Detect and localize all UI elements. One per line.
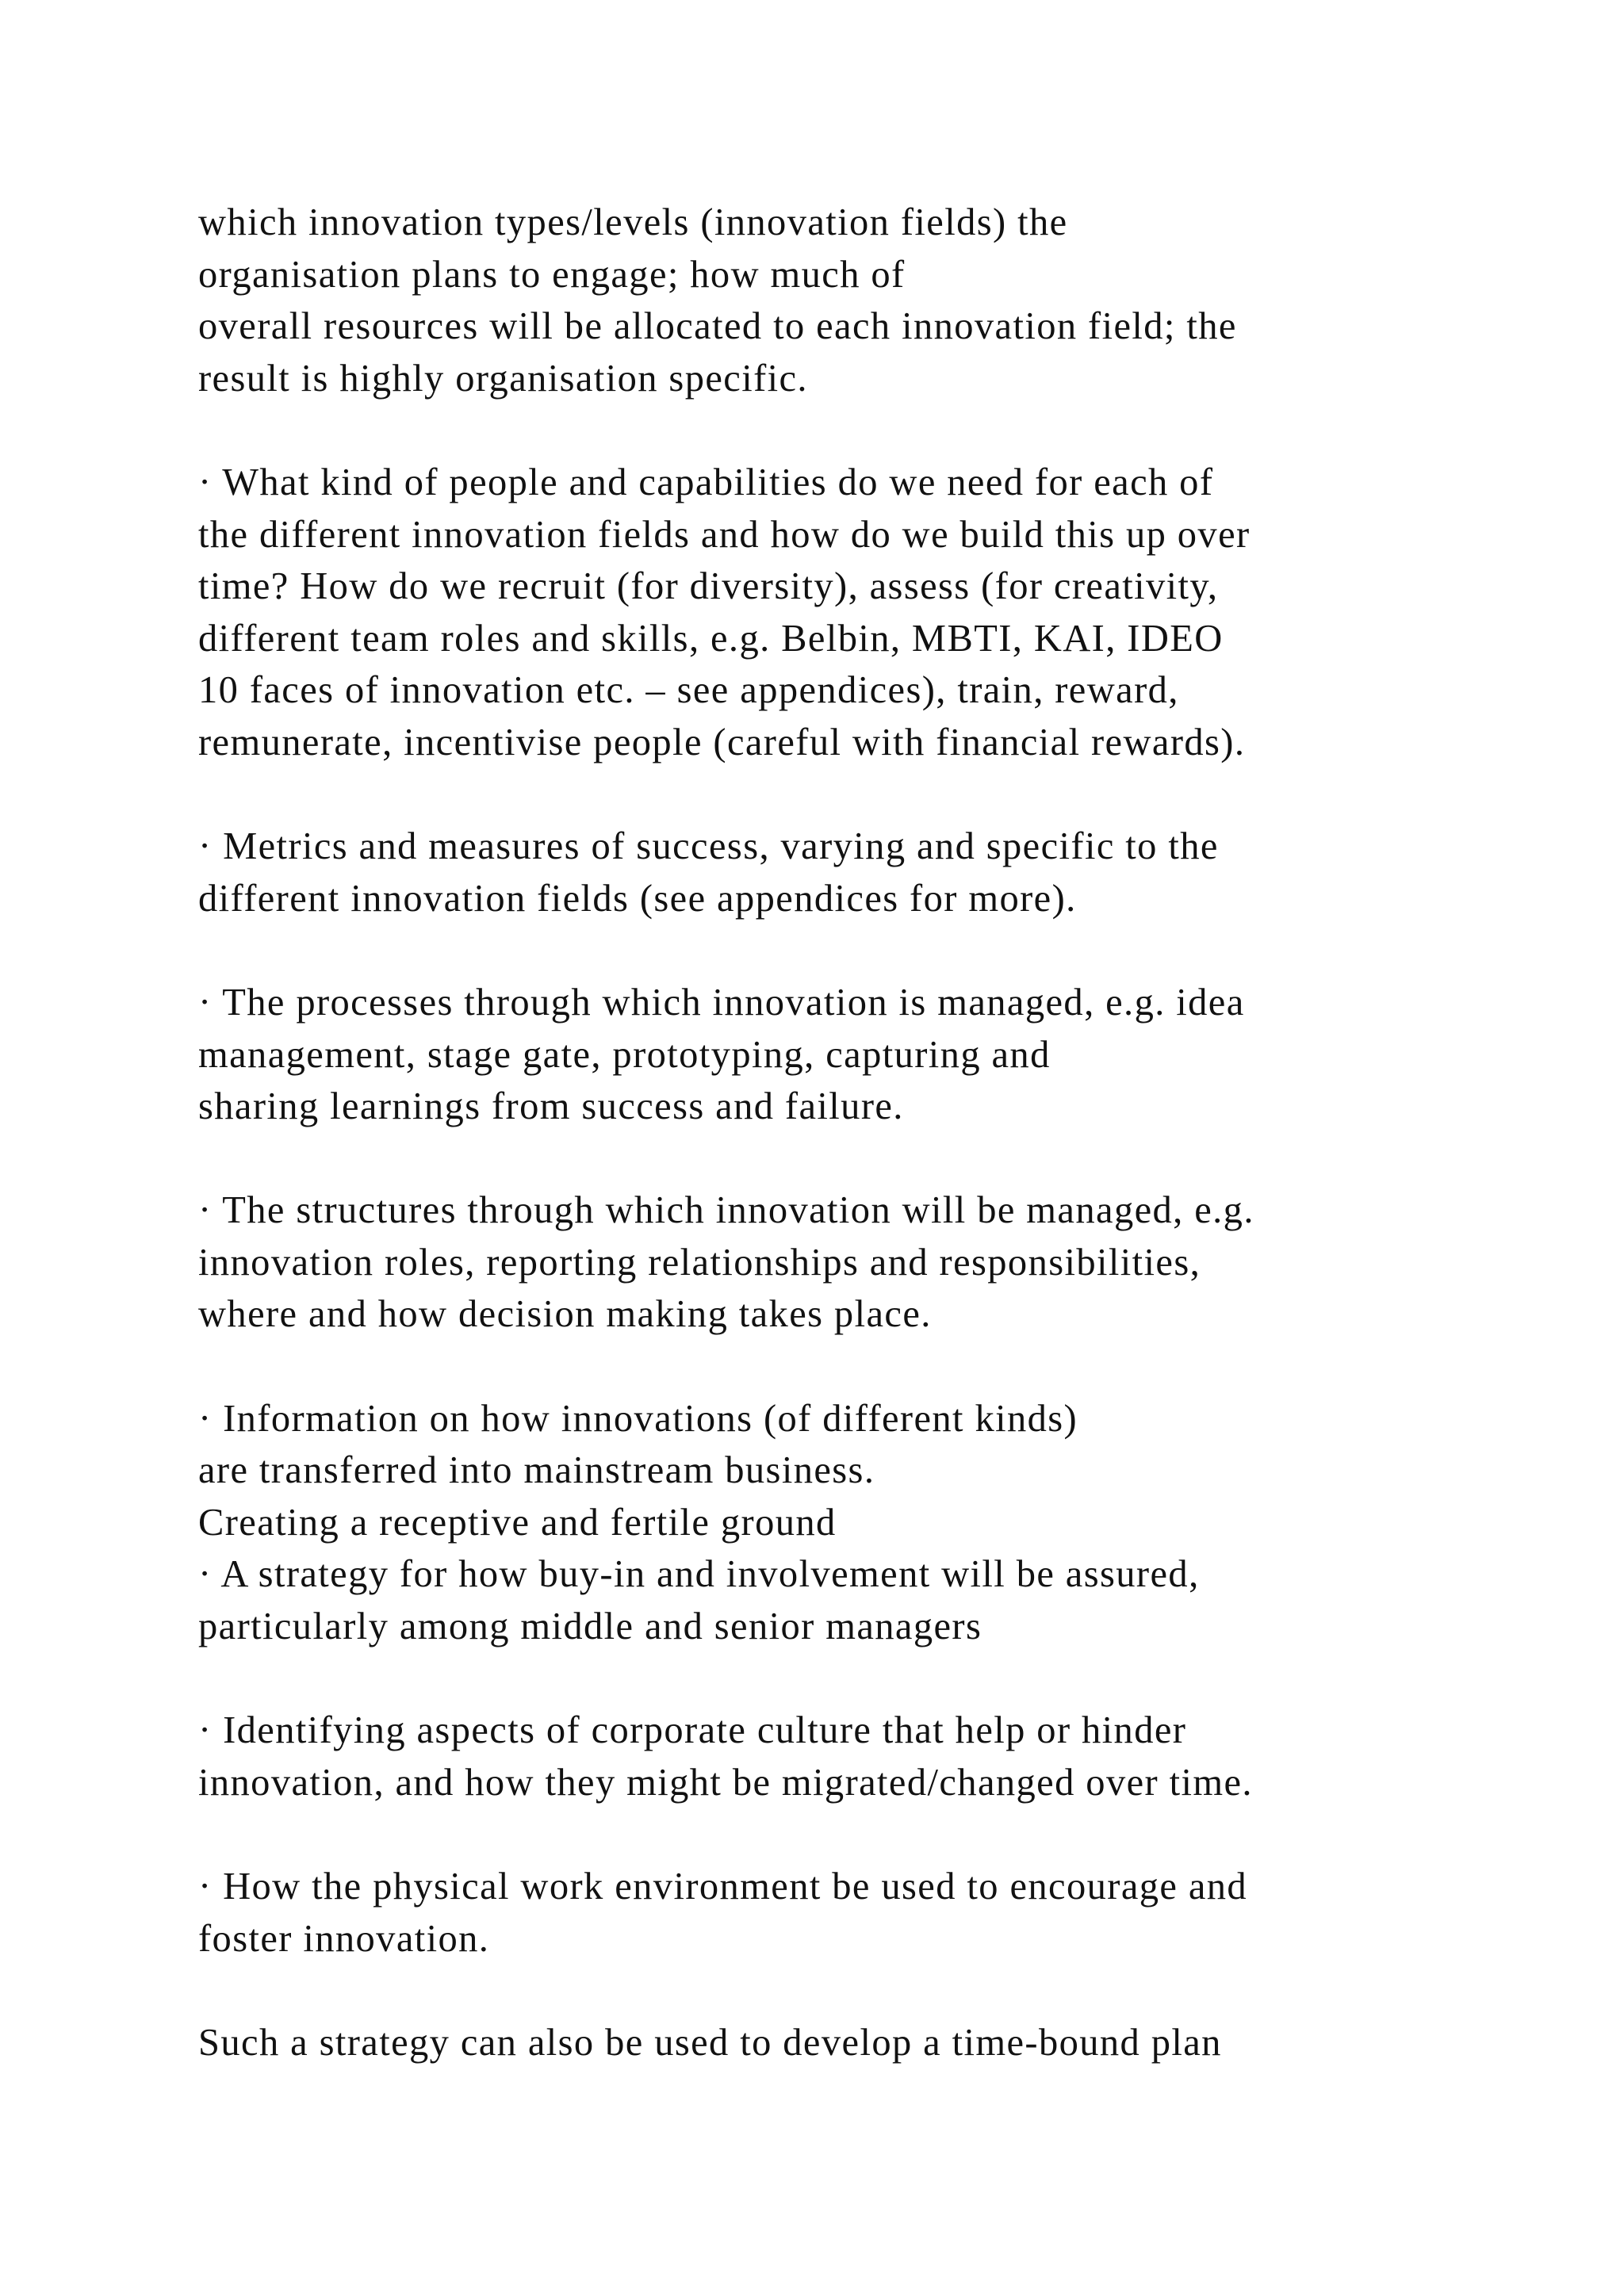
text-line: result is highly organisation specific. — [198, 357, 808, 400]
text-line: · Information on how innovations (of different kinds) — [198, 1397, 1078, 1440]
text-line: time? How do we recruit (for diversity), assess (for creativity, — [198, 565, 1219, 608]
text-line: where and how decision making takes place. — [198, 1293, 932, 1336]
blank-line — [198, 769, 1546, 821]
text-line: innovation roles, reporting relationships and responsibilities, — [198, 1241, 1201, 1284]
blank-line — [198, 1965, 1546, 2017]
text-line: · What kind of people and capabilities do we need for each of — [198, 461, 1214, 503]
text-line: · A strategy for how buy-in and involvement will be assured, — [198, 1553, 1200, 1596]
blank-line — [198, 1808, 1546, 1861]
text-line: foster innovation. — [198, 1917, 490, 1960]
text-line: remunerate, incentivise people (careful with financial rewards). — [198, 721, 1246, 763]
text-line: 10 faces of innovation etc. – see appendices), train, reward, — [198, 669, 1179, 712]
text-line: particularly among middle and senior managers — [198, 1605, 982, 1648]
text-line: · The structures through which innovation will be managed, e.g. — [198, 1189, 1254, 1232]
blank-line — [198, 1341, 1546, 1393]
text-line: are transferred into mainstream business. — [198, 1449, 875, 1492]
text-line: management, stage gate, prototyping, capturing and — [198, 1033, 1051, 1076]
text-line: organisation plans to engage; how much of — [198, 253, 906, 296]
text-line: sharing learnings from success and failure. — [198, 1085, 904, 1128]
body-text — [198, 197, 1546, 2068]
blank-line — [198, 924, 1546, 977]
text-line: · The processes through which innovation is managed, e.g. idea — [198, 981, 1245, 1024]
text-line: Creating a receptive and fertile ground — [198, 1501, 837, 1544]
text-line: different innovation fields (see appendices for more). — [198, 877, 1077, 920]
text-line: · Metrics and measures of success, varying and specific to the — [198, 825, 1219, 868]
text-line: different team roles and skills, e.g. Belbin, MBTI, KAI, IDEO — [198, 617, 1224, 660]
text-line: · How the physical work environment be used to encourage and — [198, 1866, 1248, 1908]
blank-line — [198, 404, 1546, 457]
text-line: innovation, and how they might be migrated/changed over time. — [198, 1761, 1253, 1804]
text-line: · Identifying aspects of corporate culture that help or hinder — [198, 1709, 1187, 1752]
text-line: Such a strategy can also be used to develop a time-bound plan — [198, 2021, 1222, 2064]
text-line: overall resources will be allocated to each innovation field; the — [198, 305, 1237, 348]
blank-line — [198, 1653, 1546, 1705]
text-line: the different innovation fields and how do we build this up over — [198, 513, 1251, 556]
text-line: which innovation types/levels (innovation fields) the — [198, 201, 1068, 243]
blank-line — [198, 1133, 1546, 1185]
